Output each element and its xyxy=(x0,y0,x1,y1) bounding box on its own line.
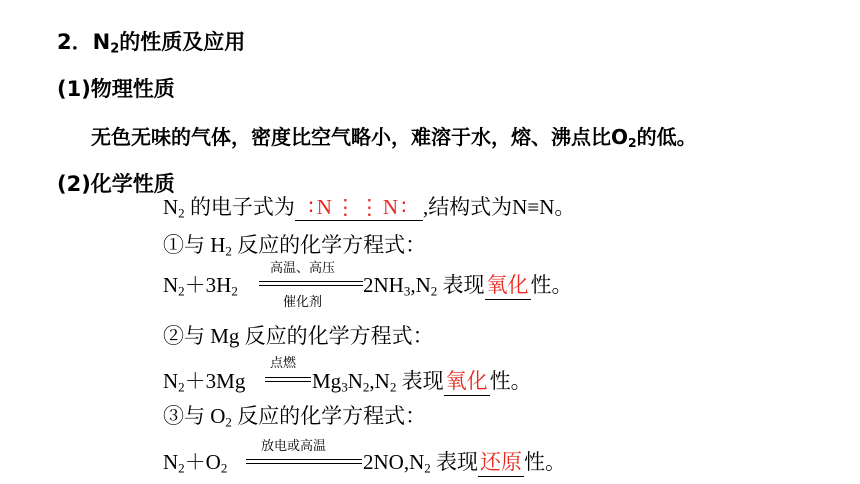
physical-heading: (1)物理性质 xyxy=(57,77,175,101)
eq1-right xyxy=(363,269,573,300)
eq2-equal-bottom xyxy=(265,381,311,382)
eq1-left-sub2: 2 xyxy=(231,283,238,299)
eq1-equal-top xyxy=(259,281,363,282)
section-formula: N xyxy=(92,30,111,54)
eq3-right xyxy=(363,446,566,477)
eq3-equal-bottom xyxy=(246,463,362,464)
mg-reaction-prompt: ②与 Mg 反应的化学方程式： xyxy=(163,324,434,348)
eq3-left-o: ＋O xyxy=(184,450,221,474)
eq3-left-sub1: 2 xyxy=(178,460,185,476)
section-number: 2． xyxy=(57,30,93,54)
physical-text-end: 的低。 xyxy=(636,125,697,149)
eq3-left-n: N xyxy=(163,450,179,474)
eq1-left-sub1: 2 xyxy=(178,283,185,299)
eq2-product-sub1: 3 xyxy=(341,379,348,395)
section-title-text: 的性质及应用 xyxy=(119,30,246,54)
eq2-condition-top: 点燃 xyxy=(270,356,297,371)
eq2-product-sub2: 2 xyxy=(362,379,370,395)
eq2-show-text: 表现 xyxy=(396,369,444,393)
eq3-left xyxy=(163,446,227,476)
eq2-tail: 性。 xyxy=(489,369,532,393)
line1-formula: N xyxy=(163,195,179,219)
eq1-product-sub: 3 xyxy=(403,283,411,299)
eq3-condition-top: 放电或高温 xyxy=(261,439,327,454)
eq3-answer: 还原 xyxy=(478,446,524,477)
line4-text-end: 反应的化学方程式： xyxy=(231,404,427,428)
eq2-equal-top xyxy=(265,377,311,378)
eq1-condition-bottom: 催化剂 xyxy=(283,295,323,310)
line2-sub: 2 xyxy=(225,243,232,259)
eq2-left xyxy=(163,365,245,395)
eq2-n: ,N xyxy=(369,369,390,393)
eq3-tail: 性。 xyxy=(524,450,567,474)
eq1-left-n: N xyxy=(163,273,179,297)
electron-formula-answer: ∶N⋮⋮N∶ xyxy=(295,195,423,221)
line2-text: ①与 H xyxy=(163,233,226,257)
eq2-left-mg: ＋3Mg xyxy=(184,369,246,393)
eq1-equal-bottom xyxy=(259,285,363,286)
eq2-n-sub: 2 xyxy=(389,379,397,395)
eq1-tail: 性。 xyxy=(530,273,573,297)
o2-reaction-prompt xyxy=(163,400,426,430)
physical-description xyxy=(91,121,697,150)
section-formula-sub: 2 xyxy=(110,41,120,57)
eq1-product: 2NH xyxy=(363,273,404,297)
eq2-left-n: N xyxy=(163,369,179,393)
eq2-product-n: N xyxy=(347,369,363,393)
eq3-product: 2NO,N xyxy=(363,450,425,474)
eq3-n-sub: 2 xyxy=(424,460,431,476)
line1-text: 的电子式为 xyxy=(184,195,295,219)
eq2-product-mg: Mg xyxy=(312,369,342,393)
eq1-answer: 氧化 xyxy=(485,269,531,300)
physical-text: 无色无味的气体，密度比空气略小，难溶于水，熔、沸点比O xyxy=(91,125,629,149)
eq3-equal-top xyxy=(246,459,362,460)
h2-reaction-prompt xyxy=(163,229,426,259)
eq1-left xyxy=(163,269,238,299)
eq2-left-sub: 2 xyxy=(178,379,185,395)
eq1-show-text: 表现 xyxy=(437,273,485,297)
physical-text-sub: 2 xyxy=(628,135,637,151)
eq3-left-sub2: 2 xyxy=(220,460,228,476)
eq1-n: ,N xyxy=(410,273,431,297)
electron-formula-line xyxy=(163,191,575,221)
line1-formula-sub: 2 xyxy=(178,205,185,221)
line2-text-end: 反应的化学方程式： xyxy=(231,233,427,257)
line4-sub: 2 xyxy=(225,414,232,430)
eq2-answer: 氧化 xyxy=(444,365,490,396)
eq1-condition-top: 高温、高压 xyxy=(270,261,336,276)
line4-text: ③与 O xyxy=(163,404,226,428)
structural-formula-text: ,结构式为N≡N。 xyxy=(422,195,576,219)
chemical-heading: (2)化学性质 xyxy=(57,172,175,196)
eq1-left-h: ＋3H xyxy=(184,273,232,297)
eq1-n-sub: 2 xyxy=(430,283,438,299)
eq2-right xyxy=(312,365,532,396)
eq3-show-text: 表现 xyxy=(430,450,479,474)
section-title xyxy=(57,26,245,56)
